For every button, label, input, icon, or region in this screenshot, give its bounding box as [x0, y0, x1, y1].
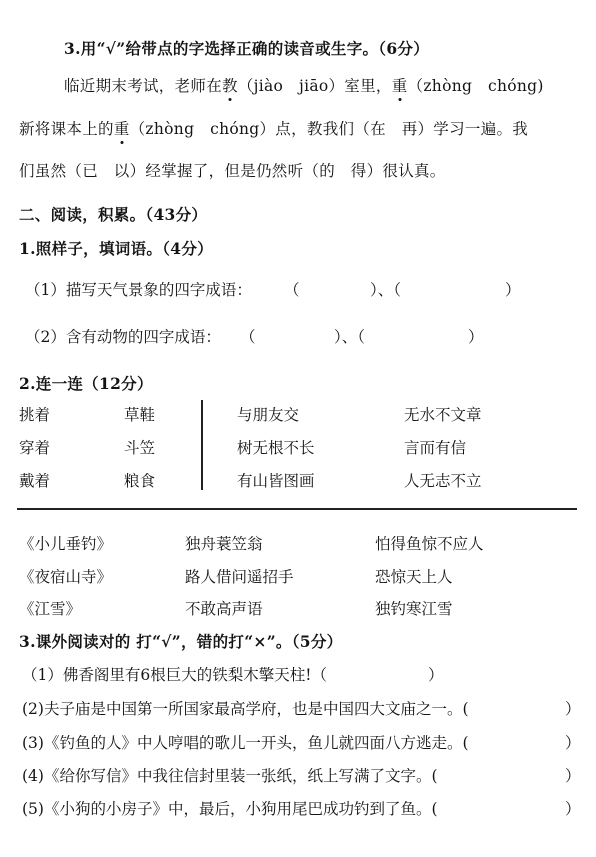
poem-title[interactable]: 《小儿垂钓》	[19, 535, 113, 553]
poem-line[interactable]: 路人借问遥招手	[185, 568, 294, 586]
q3-top-line2	[19, 117, 528, 139]
tf-answer-1[interactable]: ）	[428, 666, 444, 684]
match-item[interactable]: 戴着	[19, 472, 51, 490]
tf-item-4: (4)《给你写信》中我往信封里装一张纸，纸上写满了文字。(	[22, 767, 438, 785]
tf-answer-4[interactable]: ）	[565, 767, 581, 785]
poem-line[interactable]: 怕得鱼惊不应人	[375, 535, 484, 553]
horizontal-divider	[17, 508, 577, 510]
tf-item-5: (5)《小狗的小房子》中，最后，小狗用尾巴成功钓到了鱼。(	[22, 800, 438, 818]
poem-line[interactable]: 不敢高声语	[185, 600, 263, 618]
section2-title: 二、阅读，积累。（43分）	[19, 205, 208, 224]
q1-item1-blank2-close: ）	[505, 281, 521, 299]
match-item[interactable]: 人无志不立	[404, 472, 482, 490]
q3-text: 新将课本上的	[19, 120, 114, 138]
q3-top-title: 3.用“√”给带点的字选择正确的读音或生字。（6分）	[64, 39, 430, 58]
dotted-char: 教	[222, 74, 238, 96]
tf-item-1: （1）佛香阁里有6根巨大的铁梨木擎天柱!（	[22, 666, 327, 684]
q3-title: 3.课外阅读对的 打“√”，错的打“×”。（5分）	[19, 632, 343, 651]
match-item[interactable]: 有山皆图画	[237, 472, 315, 490]
match-item[interactable]: 挑着	[19, 406, 51, 424]
match-item[interactable]: 树无根不长	[237, 439, 315, 457]
q3-text: 临近期末考试，老师在	[64, 77, 223, 95]
q1-item1-blank1-open[interactable]: （	[284, 281, 300, 299]
tf-answer-2[interactable]: ）	[565, 700, 581, 718]
q1-item2-blank2-close: ）	[468, 328, 484, 346]
q3-text: （zhòng chóng)	[407, 77, 544, 95]
tf-answer-3[interactable]: ）	[565, 734, 581, 752]
tf-item-2: (2)夫子庙是中国第一所国家最高学府，也是中国四大文庙之一。(	[22, 700, 469, 718]
tf-item-3: (3)《钓鱼的人》中人哼唱的歌儿一开头，鱼儿就四面八方逃走。(	[22, 734, 469, 752]
q1-title: 1.照样子，填词语。（4分）	[19, 239, 213, 258]
q1-item1-blank-sep[interactable]: ）、（	[370, 281, 402, 299]
q1-item2-blank1-open[interactable]: （	[240, 328, 256, 346]
q3-top-line1	[64, 74, 544, 96]
match-item[interactable]: 与朋友交	[237, 406, 300, 424]
q1-item2-blank-sep[interactable]: ）、（	[334, 328, 366, 346]
poem-line[interactable]: 独钓寒江雪	[375, 600, 453, 618]
match-item[interactable]: 言而有信	[404, 439, 467, 457]
dotted-char: 重	[114, 117, 130, 139]
q3-text: （jiào jiāo）室里，	[237, 77, 392, 95]
match-item[interactable]: 草鞋	[124, 406, 156, 424]
vertical-divider	[201, 400, 203, 490]
q3-text: （zhòng chóng）点，教我们（在 再）学习一遍。我	[129, 120, 529, 138]
match-item[interactable]: 穿着	[19, 439, 51, 457]
dotted-char: 重	[392, 74, 408, 96]
poem-title[interactable]: 《夜宿山寺》	[19, 568, 113, 586]
q3-top-line3: 们虽然（已 以）经掌握了，但是仍然听（的 得）很认真。	[19, 162, 446, 180]
match-item[interactable]: 无水不文章	[404, 406, 482, 424]
tf-answer-5[interactable]: ）	[565, 800, 581, 818]
poem-line[interactable]: 独舟蓑笠翁	[185, 535, 263, 553]
q1-item2-label: （2）含有动物的四字成语：	[25, 328, 221, 346]
q2-title: 2.连一连（12分）	[19, 374, 153, 393]
match-item[interactable]: 粮食	[124, 472, 156, 490]
q1-item1-label: （1）描写天气景象的四字成语：	[25, 281, 252, 299]
match-item[interactable]: 斗笠	[124, 439, 156, 457]
poem-line[interactable]: 恐惊天上人	[375, 568, 453, 586]
poem-title[interactable]: 《江雪》	[19, 600, 82, 618]
